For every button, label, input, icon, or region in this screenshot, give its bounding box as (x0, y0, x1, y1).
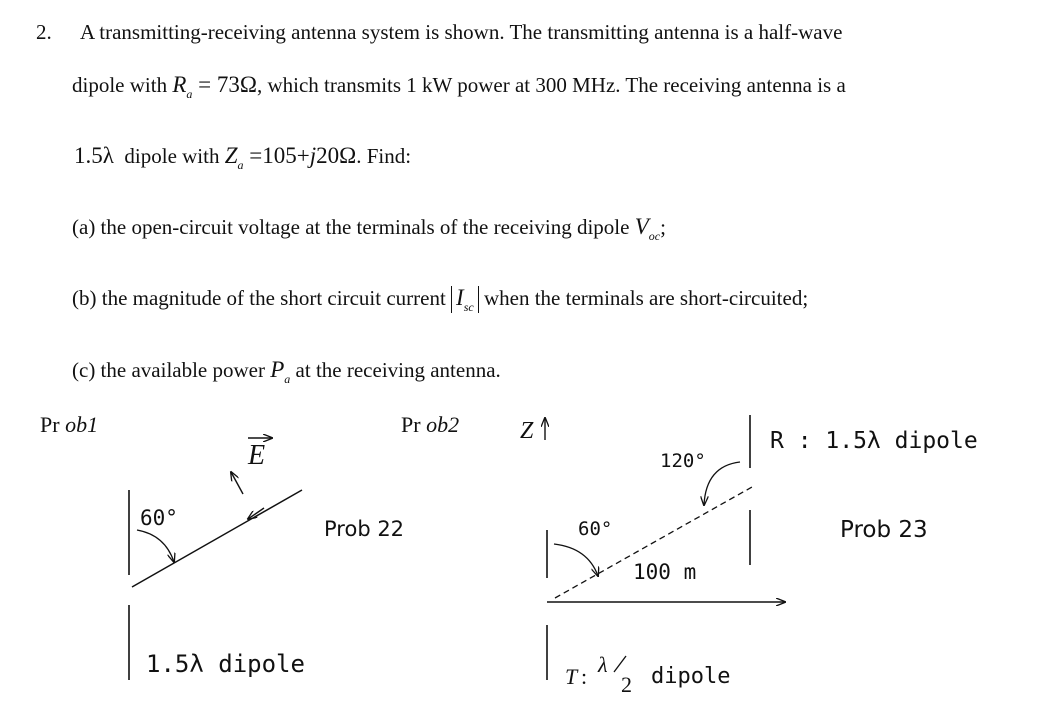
angle-120: 120° (660, 450, 706, 472)
angle-120-arc (704, 462, 740, 505)
part-b-suffix: when the terminals are short-circuited; (483, 286, 809, 310)
e-vector-label: E (248, 440, 266, 471)
problem-line-1: A transmitting-receiving antenna system is shown. The transmitting antenna is a half-wave (80, 20, 843, 44)
angle-60-left: 60° (140, 506, 178, 530)
distance-label: 100 m (633, 560, 697, 584)
line2-suffix: , which transmits 1 kW power at 300 MHz. The receiving antenna is a (256, 73, 846, 97)
e-field-arrow (231, 472, 243, 494)
line3-suffix: . Find: (356, 144, 412, 168)
prob1-label: Pr ob1 (40, 412, 99, 437)
problem-number: 2. (36, 20, 52, 44)
separation-line (555, 487, 752, 598)
prob2-label: Pr ob2 (401, 412, 460, 437)
transmitter-lambda: λ (598, 652, 608, 677)
impedance-value: 20Ω (316, 143, 357, 168)
resistance-subscript: a (186, 87, 193, 101)
impedance-symbol: Z (224, 143, 238, 168)
transmitter-two: 2 (621, 672, 632, 697)
impedance-subscript: a (237, 158, 244, 172)
power-symbol: P (270, 357, 285, 382)
receiver-label: R : 1.5λ dipole (770, 428, 978, 454)
voltage-subscript: oc (648, 229, 661, 243)
fraction-slash (614, 656, 626, 672)
transmitter-dipole: dipole (651, 664, 731, 689)
right-figure (545, 415, 785, 680)
impedance-eq: =105+ (243, 143, 310, 168)
part-a-text: (a) the open-circuit voltage at the terminals of the receiving dipole (72, 215, 630, 239)
imaginary-j: j (309, 143, 317, 168)
part-c-suffix: at the receiving antenna. (295, 358, 501, 382)
transmitter-T: T (565, 664, 578, 689)
length-value: 1.5λ (74, 143, 114, 168)
line3-mid: dipole with (124, 144, 220, 168)
prob22-label: Prob 22 (324, 517, 405, 541)
prob23-label: Prob 23 (840, 517, 928, 543)
angle-60-right: 60° (578, 518, 613, 540)
resistance-symbol: R (172, 72, 187, 97)
left-figure (129, 438, 302, 680)
z-axis-label: Z (520, 418, 534, 444)
transmitter-colon: : (581, 664, 588, 689)
angle-60-arc-right (554, 544, 598, 576)
dipole-left-label: 1.5λ dipole (146, 650, 305, 678)
resistance-value: = 73Ω (192, 72, 257, 97)
line2-prefix: dipole with (72, 73, 168, 97)
part-c-prefix: (c) the available power (72, 358, 265, 382)
part-a-end: ; (660, 215, 666, 239)
power-subscript: a (284, 372, 291, 386)
part-b-prefix: (b) the magnitude of the short circuit current (72, 286, 446, 310)
voltage-symbol: V (634, 214, 649, 239)
current-subscript: sc (463, 300, 474, 314)
current-symbol: I (456, 285, 464, 310)
angle-60-arc-left (137, 530, 174, 562)
